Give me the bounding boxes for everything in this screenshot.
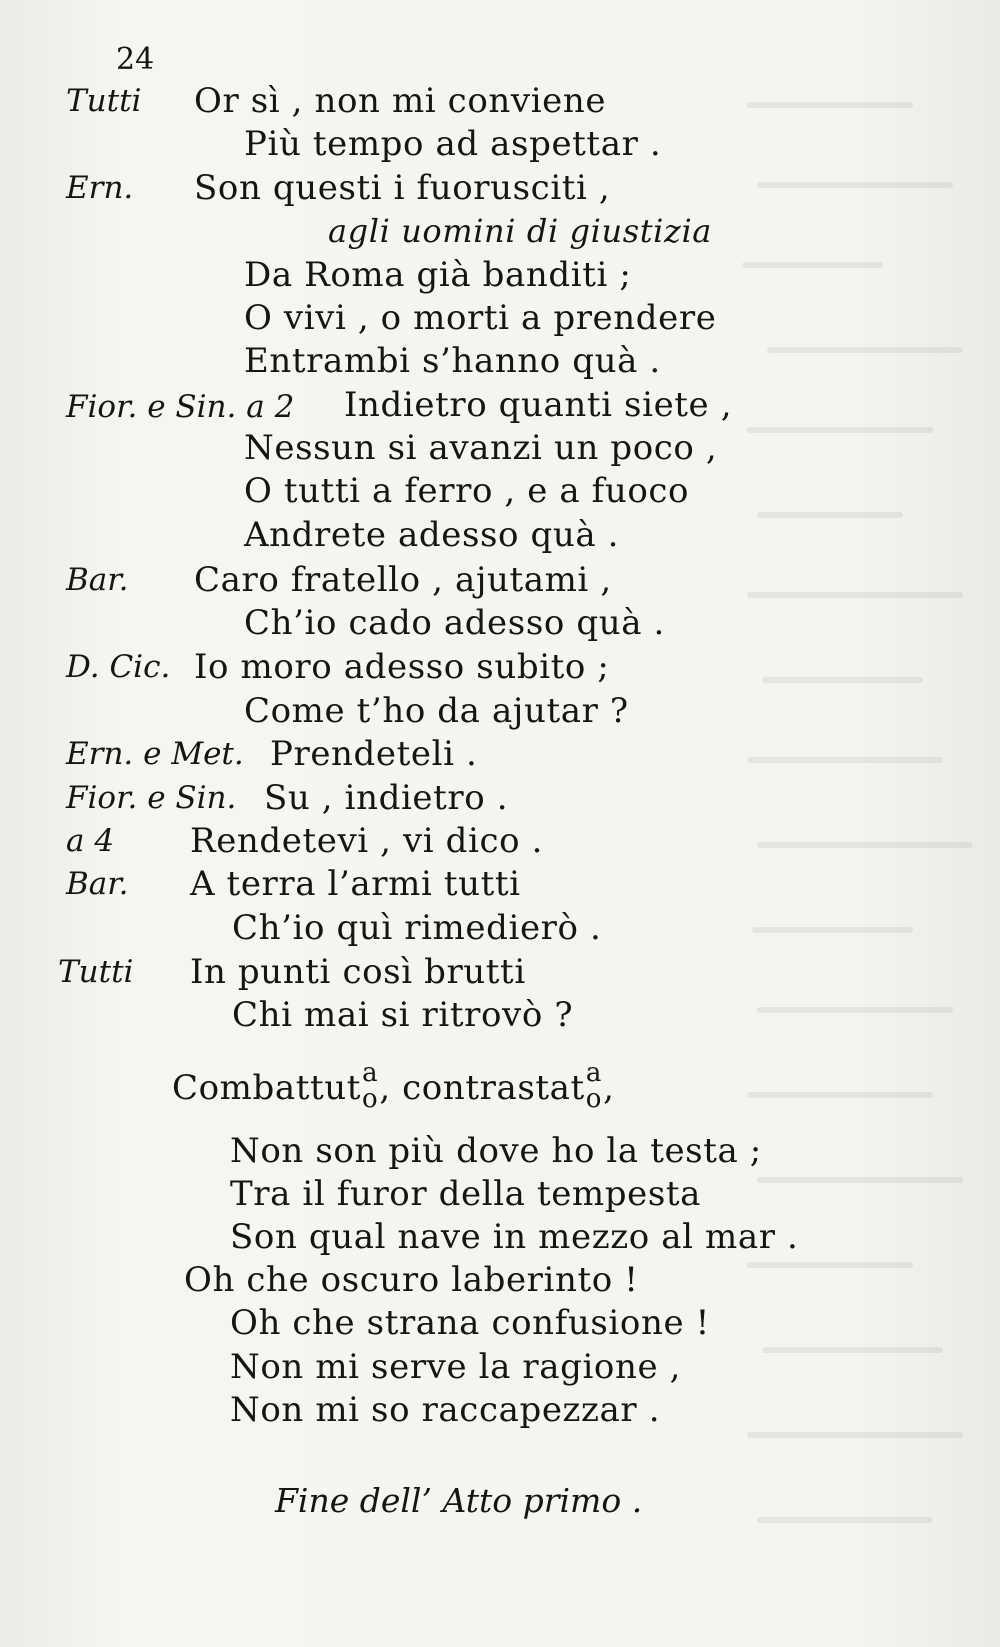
verse-line: Su , indietro .	[264, 778, 509, 818]
speaker-fior-sin: Fior. e Sin.	[66, 780, 237, 816]
ending-variants	[362, 1060, 378, 1112]
verse-line: Tra il furor della tempesta	[230, 1174, 702, 1214]
verse-line: A terra l’armi tutti	[190, 864, 521, 904]
speaker-ern-met: Ern. e Met.	[66, 736, 244, 772]
verse-line: In punti così brutti	[190, 952, 526, 992]
speaker-ernesto: Ern.	[66, 170, 134, 206]
page-number: 24	[116, 42, 155, 77]
comma: ,	[379, 1068, 391, 1108]
ending-o: o	[585, 1084, 603, 1114]
verse-line: Non son più dove ho la testa ;	[230, 1131, 762, 1171]
speaker-tutti: Tutti	[58, 954, 134, 990]
verse-line: Non mi so raccapezzar .	[230, 1390, 661, 1430]
verse-line: Come t’ho da ajutar ?	[244, 691, 629, 731]
speaker-d-cic: D. Cic.	[66, 649, 171, 685]
verse-line: Rendetevi , vi dico .	[190, 821, 544, 861]
speaker-bar: Bar.	[66, 866, 129, 902]
verse-line: Da Roma già banditi ;	[244, 255, 632, 295]
comma: ,	[603, 1068, 615, 1108]
verse-line: Caro fratello , ajutami ,	[194, 560, 612, 600]
speaker-tutti: Tutti	[66, 83, 142, 119]
verse-aside: agli uomini di giustizia	[328, 212, 712, 250]
verse-line: Indietro quanti siete ,	[344, 385, 733, 425]
verse-line: Andrete adesso quà .	[244, 515, 620, 555]
verse-line: Io moro adesso subito ;	[194, 647, 610, 687]
ending-a: a	[585, 1058, 602, 1088]
verse-line: Prendeteli .	[270, 734, 478, 774]
ending-a: a	[362, 1058, 379, 1088]
show-through-text	[730, 40, 990, 1600]
verse-line: O vivi , o morti a prendere	[244, 298, 717, 338]
verse-line: Più tempo ad aspettar .	[244, 124, 662, 164]
verse-line: Or sì , non mi conviene	[194, 81, 607, 121]
end-of-act-title: Fine dell’ Atto primo .	[275, 1481, 643, 1520]
verse-line: Son questi i fuorusciti ,	[194, 168, 611, 208]
verse-line: Ch’io cado adesso quà .	[244, 603, 665, 643]
verse-line: Ch’io quì rimedierò .	[232, 908, 602, 948]
verse-line: Entrambi s’hanno quà .	[244, 341, 661, 381]
ending-o: o	[362, 1084, 379, 1114]
speaker-bar: Bar.	[66, 562, 129, 598]
verse-line-combattuto	[172, 1058, 615, 1116]
word-contrastat: contrastat	[402, 1068, 585, 1108]
word-combattut: Combattut	[172, 1068, 362, 1108]
verse-line: Non mi serve la ragione ,	[230, 1347, 682, 1387]
verse-line: Nessun si avanzi un poco ,	[244, 428, 718, 468]
speaker-a4: a 4	[66, 823, 115, 859]
ending-variants	[586, 1060, 602, 1112]
verse-line: Chi mai si ritrovò ?	[232, 995, 574, 1035]
verse-line: Oh che oscuro laberinto !	[184, 1260, 639, 1300]
verse-line: Oh che strana confusione !	[230, 1303, 710, 1343]
verse-line: O tutti a ferro , e a fuoco	[244, 471, 690, 511]
speaker-fior-sin-a2: Fior. e Sin. a 2	[66, 389, 295, 425]
verse-line: Son qual nave in mezzo al mar .	[230, 1217, 799, 1257]
